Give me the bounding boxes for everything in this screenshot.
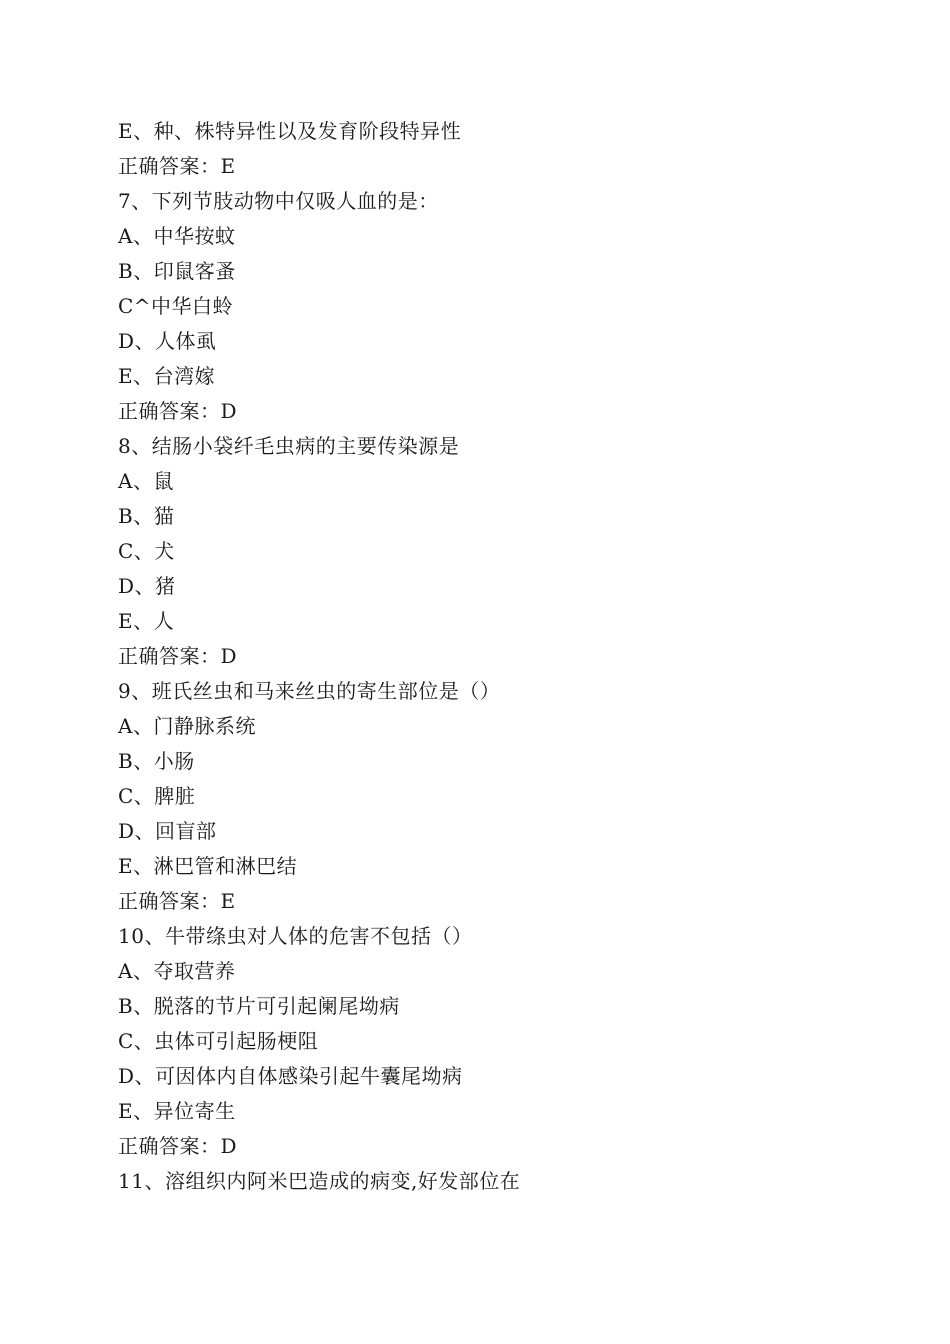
question-line: 8、结肠小袋纤毛虫病的主要传染源是	[118, 434, 460, 458]
option-line: E、台湾嫁	[118, 364, 216, 388]
answer-line: 正确答案：E	[118, 889, 236, 913]
option-line: C、虫体可引起肠梗阻	[118, 1029, 319, 1053]
option-line: A、鼠	[118, 469, 174, 493]
option-line: D、可因体内自体感染引起牛囊尾坳病	[118, 1064, 463, 1088]
question-line: 10、牛带绦虫对人体的危害不包括（）	[118, 924, 473, 948]
option-line: A、夺取营养	[118, 959, 236, 983]
option-line: E、淋巴管和淋巴结	[118, 854, 298, 878]
option-line: A、中华按蚊	[118, 224, 236, 248]
option-line: B、脱落的节片可引起阑尾坳病	[118, 994, 400, 1018]
option-line: E、种、株特异性以及发育阶段特异性	[118, 119, 462, 143]
option-line: B、印鼠客蚤	[118, 259, 236, 283]
answer-line: 正确答案：D	[118, 399, 238, 423]
option-line: A、门静脉系统	[118, 714, 256, 738]
option-line: C、犬	[118, 539, 175, 563]
question-line: 11、溶组织内阿米巴造成的病变,好发部位在	[118, 1169, 521, 1193]
option-line: B、猫	[118, 504, 175, 528]
option-line: B、小肠	[118, 749, 195, 773]
option-line: D、回盲部	[118, 819, 217, 843]
option-line: C、脾脏	[118, 784, 196, 808]
answer-line: 正确答案：D	[118, 644, 238, 668]
option-line: C^中华白蛉	[118, 294, 234, 318]
answer-line: 正确答案：E	[118, 154, 236, 178]
question-line: 9、班氏丝虫和马来丝虫的寄生部位是（）	[118, 679, 501, 703]
option-line: D、猪	[118, 574, 176, 598]
question-text-block	[118, 114, 878, 1199]
answer-line: 正确答案：D	[118, 1134, 238, 1158]
option-line: D、人体虱	[118, 329, 217, 353]
question-line: 7、下列节肢动物中仅吸人血的是：	[118, 189, 439, 213]
option-line: E、异位寄生	[118, 1099, 236, 1123]
option-line: E、人	[118, 609, 175, 633]
